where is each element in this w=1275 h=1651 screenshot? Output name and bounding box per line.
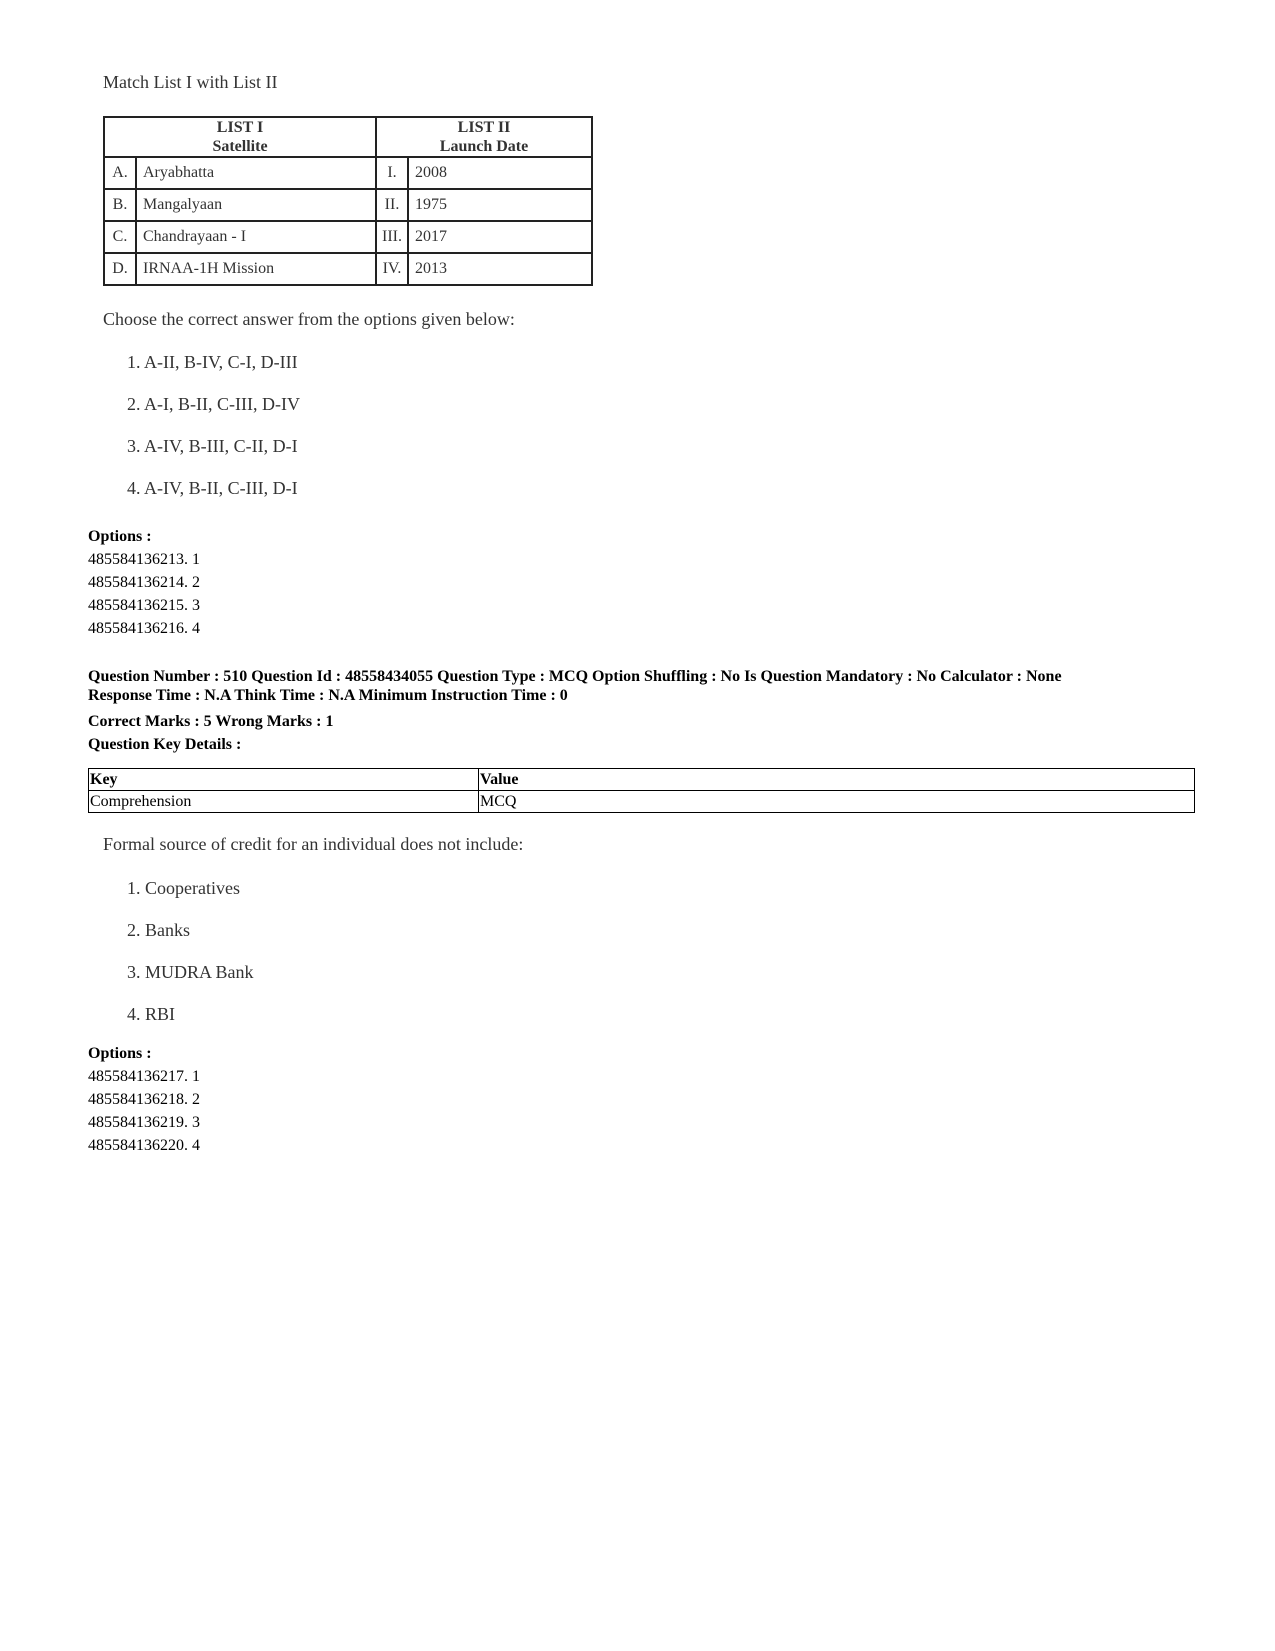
question-1-stem: Match List I with List II xyxy=(103,72,278,92)
question-2-marks xyxy=(88,710,333,756)
option-item: 485584136215. 3 xyxy=(88,597,200,614)
key-header: Key xyxy=(89,769,479,791)
question-1-prompt: Choose the correct answer from the options given below: xyxy=(103,309,515,329)
match-table-header xyxy=(104,117,592,157)
question-1-image xyxy=(103,72,703,512)
option-item: 485584136219. 3 xyxy=(88,1114,200,1131)
options-label: Options : xyxy=(88,528,152,545)
list-2-header: LIST II Launch Date xyxy=(376,117,592,157)
list-item: 2. Banks xyxy=(127,920,190,940)
option-item: 485584136214. 2 xyxy=(88,574,200,591)
option-item: 485584136217. 1 xyxy=(88,1068,200,1085)
option-item: 485584136213. 1 xyxy=(88,551,200,568)
option-item: 485584136216. 4 xyxy=(88,620,200,637)
table-row xyxy=(89,791,1195,813)
key-details-label: Question Key Details : xyxy=(88,736,242,753)
table-row: B. Mangalyaan II. 1975 xyxy=(104,189,592,221)
list-item: 1. A-II, B-IV, C-I, D-III xyxy=(127,352,298,372)
option-item: 485584136218. 2 xyxy=(88,1091,200,1108)
list-item: 2. A-I, B-II, C-III, D-IV xyxy=(127,394,300,414)
table-row: A. Aryabhatta I. 2008 xyxy=(104,157,592,189)
list-item: 3. A-IV, B-III, C-II, D-I xyxy=(127,436,298,456)
table-row: C. Chandrayaan - I III. 2017 xyxy=(104,221,592,253)
key-details-table xyxy=(88,768,1195,813)
key-cell: Comprehension xyxy=(89,791,479,813)
list-item: 4. A-IV, B-II, C-III, D-I xyxy=(127,478,298,498)
question-1-options xyxy=(88,525,200,640)
list-item: 4. RBI xyxy=(127,1004,176,1024)
match-table xyxy=(103,116,593,286)
table-row: D. IRNAA-1H Mission IV. 2013 xyxy=(104,253,592,285)
options-label: Options : xyxy=(88,1045,152,1062)
value-cell: MCQ xyxy=(479,791,1195,813)
question-2-meta xyxy=(88,667,1062,705)
list-item: 1. Cooperatives xyxy=(127,878,240,898)
table-row xyxy=(89,769,1195,791)
value-header: Value xyxy=(479,769,1195,791)
list-item: 3. MUDRA Bank xyxy=(127,962,254,982)
question-2-options xyxy=(88,1042,200,1157)
question-meta-line: Response Time : N.A Think Time : N.A Minimum Instruction Time : 0 xyxy=(88,687,568,704)
question-2-image xyxy=(103,834,703,1034)
list-1-header: LIST I Satellite xyxy=(104,117,376,157)
option-item: 485584136220. 4 xyxy=(88,1137,200,1154)
question-2-stem: Formal source of credit for an individual does not include: xyxy=(103,834,524,854)
marks-line: Correct Marks : 5 Wrong Marks : 1 xyxy=(88,713,334,730)
question-meta-line: Question Number : 510 Question Id : 48558434055 Question Type : MCQ Option Shuffling : No Is Question Mandatory : No Calculator : None xyxy=(88,668,1062,685)
